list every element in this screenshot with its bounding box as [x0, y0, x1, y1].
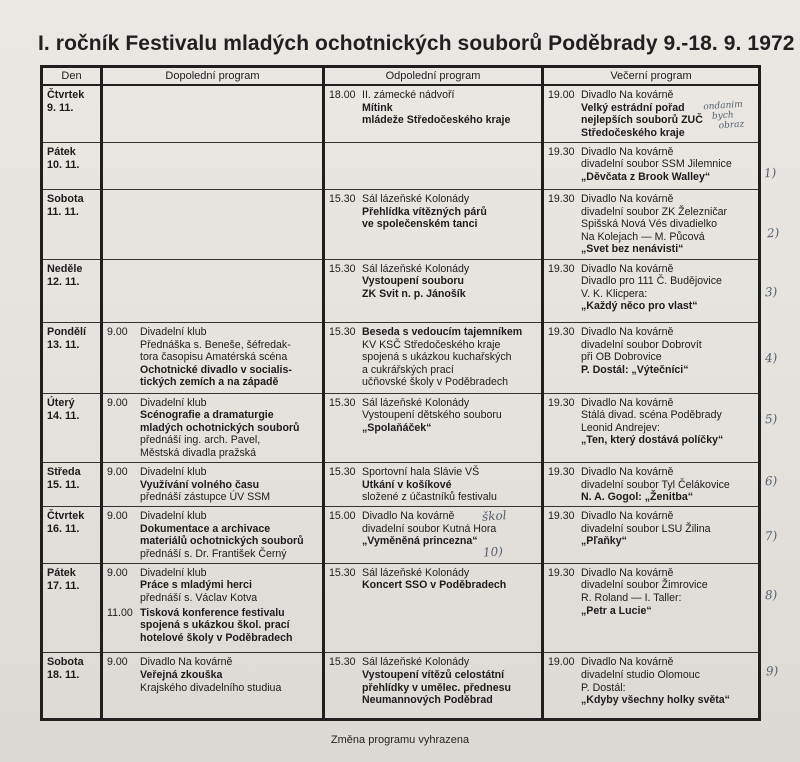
event-line: Sportovní hala Slávie VŠ [362, 465, 480, 478]
event-line: tických zemích a na západě [140, 376, 279, 389]
event-line: a cukrářských prací [362, 363, 454, 376]
day-label: Pondělí [47, 326, 86, 339]
event-line: „Vyměněná princezna“ [362, 535, 478, 548]
event-line: „Ten, který dostává políčky“ [581, 434, 724, 447]
day-label: Neděle [47, 262, 83, 275]
event-time: 15.30 [329, 656, 356, 669]
program-event [107, 326, 318, 389]
day-label: 14. 11. [47, 409, 80, 422]
day-label: 11. 11. [47, 206, 79, 219]
event-line: „Pľaňky“ [581, 535, 627, 548]
afternoon-cell [324, 259, 543, 322]
program-event [329, 263, 537, 301]
event-time: 9.00 [107, 656, 128, 669]
afternoon-cell [324, 462, 543, 506]
event-line: II. zámecké nádvoří [362, 89, 455, 101]
morning-cell [102, 507, 324, 564]
event-line: divadelní soubor Kutná Hora [362, 522, 497, 535]
event-line: „Petr a Lucie“ [581, 604, 652, 617]
event-time: 9.00 [107, 465, 128, 478]
event-line: Scénografie a dramaturgie [140, 409, 274, 422]
event-time: 19.30 [548, 326, 575, 339]
event-time: 19.30 [548, 145, 575, 158]
afternoon-cell [324, 507, 543, 564]
event-line: „Děvčata z Brook Walley“ [581, 170, 711, 183]
day-label: Úterý [47, 396, 75, 409]
event-time: 15.30 [329, 326, 356, 339]
program-event [107, 397, 318, 460]
day-label: 9. 11. [47, 102, 74, 114]
day-label: Sobota [47, 193, 84, 206]
event-line: tora časopisu Amatérská scéna [140, 351, 288, 364]
program-event [548, 146, 754, 184]
event-line: Leonid Andrejev: [581, 421, 660, 434]
table-row [42, 393, 760, 462]
morning-cell [102, 85, 324, 142]
event-line: Divadlo Na kovárně [362, 510, 455, 523]
event-time: 9.00 [107, 566, 128, 579]
handwritten-margin-note: ondanim bych obraz [703, 99, 745, 132]
event-line: složené z účastníků festivalu [362, 491, 497, 504]
table-header-row [42, 67, 760, 86]
evening-cell [543, 393, 760, 462]
event-line: Divadlo Na kovárně [581, 326, 674, 339]
event-time: 15.00 [329, 510, 356, 523]
program-event [329, 193, 537, 231]
day-label: Pátek [47, 566, 76, 579]
handwritten-number: 5) [764, 411, 778, 427]
event-line: Divadelní klub [140, 566, 207, 579]
event-line: Divadelní klub [140, 396, 207, 409]
handwritten-number: 3) [764, 284, 778, 300]
event-line: Práce s mladými herci [140, 579, 252, 592]
event-line: přednáší zástupce ÚV SSM [140, 491, 271, 504]
handwritten-number: 7) [764, 528, 778, 544]
event-line: Sál lázeňské Kolonády [362, 396, 470, 409]
event-line: „Kdyby všechny holky světa“ [581, 694, 730, 707]
morning-cell [102, 393, 324, 462]
event-line: Divadlo Na kovárně [581, 89, 674, 101]
program-event [329, 567, 537, 592]
day-label: Čtvrtek [47, 89, 85, 101]
event-line: při OB Dobrovice [581, 351, 662, 364]
event-line: Na Kolejach — M. Půcová [581, 230, 705, 243]
event-line: divadelní soubor Tyl Čelákovice [581, 478, 730, 491]
day-label: 10. 11. [47, 158, 80, 171]
morning-cell [102, 142, 324, 189]
event-line: Sál lázeňské Kolonády [362, 566, 470, 579]
event-line: Divadlo Na kovárně [581, 193, 674, 206]
header-evening: Večerní program [543, 67, 760, 86]
program-table [40, 65, 761, 721]
table-row [42, 653, 760, 720]
morning-cell [102, 462, 324, 506]
event-time: 15.30 [329, 193, 356, 206]
event-line: Divadlo Na kovárně [581, 262, 674, 275]
event-line: P. Dostál: „Výtečníci“ [581, 363, 689, 376]
event-time: 15.30 [329, 566, 356, 579]
event-time: 19.30 [548, 510, 575, 523]
program-event [329, 656, 537, 706]
day-label: Sobota [47, 656, 84, 669]
table-row [42, 563, 760, 653]
day-cell [42, 323, 102, 394]
event-line: P. Dostál: [581, 681, 626, 694]
event-line: Beseda s vedoucím tajemníkem [362, 326, 523, 339]
event-time: 19.30 [548, 193, 575, 206]
event-line: Neumannových Poděbrad [362, 694, 493, 707]
handwritten-number: 4) [764, 350, 778, 366]
event-line: ve společenském tanci [362, 218, 478, 231]
day-label: Středa [47, 465, 81, 478]
event-line: Dokumentace a archivace [140, 522, 271, 535]
handwritten-thursday-number: 10) [482, 544, 504, 560]
event-line: Divadelní klub [140, 465, 207, 478]
table-row [42, 259, 760, 322]
day-label: 15. 11. [47, 478, 80, 491]
event-line: „Každý něco pro vlast“ [581, 300, 698, 313]
program-event [107, 567, 318, 605]
event-line: materiálů ochotnických souborů [140, 535, 304, 548]
evening-cell [543, 563, 760, 653]
day-label: 17. 11. [47, 579, 80, 592]
event-line: Vystoupení vítězů celostátní [362, 669, 505, 682]
event-line: Spišská Nová Vés divadielko [581, 218, 718, 231]
afternoon-cell [324, 190, 543, 259]
day-label: 16. 11. [47, 523, 80, 536]
event-line: Divadlo Na kovárně [581, 396, 674, 409]
day-label: 13. 11. [47, 339, 80, 352]
program-event [329, 397, 537, 435]
evening-cell [543, 190, 760, 259]
afternoon-cell [324, 323, 543, 394]
event-time: 9.00 [107, 396, 128, 409]
event-line: Divadlo pro 111 Č. Budějovice [581, 275, 722, 288]
event-line: KV KSČ Středočeského kraje [362, 338, 501, 351]
program-event [548, 326, 754, 376]
event-line: „Svet bez nenávisti“ [581, 243, 684, 256]
handwritten-number: 8) [764, 587, 778, 603]
program-event [107, 510, 318, 560]
day-label: 18. 11. [47, 669, 80, 682]
event-line: Divadlo Na kovárně [581, 145, 674, 158]
event-line: N. A. Gogol: „Ženitba“ [581, 491, 694, 504]
event-line: Využívání volného času [140, 478, 260, 491]
event-line: mladých ochotnických souborů [140, 421, 300, 434]
morning-cell [102, 653, 324, 720]
event-line: Divadlo Na kovárně [581, 465, 674, 478]
event-line: přehlídky v umělec. přednesu [362, 681, 511, 694]
program-event [548, 193, 754, 256]
event-line: spojená s ukázkou kuchařských [362, 351, 512, 364]
event-line: hotelové školy v Poděbradech [140, 631, 293, 644]
event-time: 15.30 [329, 465, 356, 478]
event-time: 19.00 [548, 89, 575, 101]
program-event [548, 656, 754, 706]
handwritten-number: 9) [765, 663, 779, 679]
program-event [329, 326, 537, 389]
evening-cell [543, 462, 760, 506]
afternoon-cell [324, 142, 543, 189]
event-time: 19.30 [548, 262, 575, 275]
handwritten-thursday-note: škol [481, 508, 507, 524]
event-line: Divadlo Na kovárně [581, 656, 674, 669]
day-label: 12. 11. [47, 275, 80, 288]
event-line: Koncert SSO v Poděbradech [362, 579, 507, 592]
event-line: Velký estrádní pořad [581, 101, 685, 114]
day-cell [42, 653, 102, 720]
event-time: 9.00 [107, 326, 128, 339]
day-label: Čtvrtek [47, 510, 85, 523]
table-row [42, 142, 760, 189]
event-line: Sál lázeňské Kolonády [362, 193, 470, 206]
event-line: Přehlídka vítězných párů [362, 205, 487, 218]
event-time: 15.30 [329, 396, 356, 409]
program-event [107, 466, 318, 504]
morning-cell [102, 190, 324, 259]
event-line: ZK Svit n. p. Jánošík [362, 287, 466, 300]
event-line: přednáší ing. arch. Pavel, [140, 434, 261, 447]
event-line: mládeže Středočeského kraje [362, 114, 511, 127]
event-line: divadelní soubor ZK Železničar [581, 205, 728, 218]
day-cell [42, 462, 102, 506]
event-line: Vystoupení dětského souboru [362, 409, 502, 422]
page-title: I. ročník Festivalu mladých ochotnických souborů Poděbrady 9.-18. 9. 1972 [38, 32, 795, 55]
event-line: Divadelní klub [140, 326, 207, 339]
event-line: nejlepších souborů ZUČ [581, 114, 703, 127]
event-line: Stálá divad. scéna Poděbrady [581, 409, 722, 422]
event-line: Veřejná zkouška [140, 669, 223, 682]
handwritten-number: 1) [763, 165, 777, 181]
evening-cell [543, 653, 760, 720]
event-line: Tisková konference festivalu [140, 606, 285, 619]
table-row [42, 190, 760, 259]
evening-cell [543, 507, 760, 564]
event-line: Ochotnické divadlo v socialis- [140, 363, 292, 376]
program-event [548, 510, 754, 548]
morning-cell [102, 259, 324, 322]
table-row [42, 507, 760, 564]
event-time: 19.00 [548, 656, 575, 669]
table-row [42, 462, 760, 506]
event-line: učňovské školy v Poděbradech [362, 376, 509, 389]
program-event [548, 567, 754, 617]
afternoon-cell [324, 393, 543, 462]
program-event [548, 263, 754, 313]
event-line: Divadelní klub [140, 510, 207, 523]
event-line: divadelní studio Olomouc [581, 669, 700, 682]
program-event [548, 466, 754, 504]
program-event [548, 397, 754, 447]
footer-note: Změna programu vyhrazena [330, 734, 470, 746]
day-cell [42, 142, 102, 189]
event-line: Divadlo Na kovárně [581, 510, 674, 523]
event-line: Městská divadla pražská [140, 446, 256, 459]
program-event [329, 89, 537, 127]
event-line: přednáší s. Dr. František Černý [140, 547, 287, 560]
event-line: Mítink [362, 101, 393, 114]
handwritten-number: 6) [764, 473, 778, 489]
day-cell [42, 190, 102, 259]
event-line: divadelní soubor Žimrovice [581, 579, 708, 592]
afternoon-cell [324, 85, 543, 142]
table-row [42, 323, 760, 394]
event-line: V. K. Klicpera: [581, 287, 648, 300]
day-label: Pátek [47, 145, 76, 158]
day-cell [42, 563, 102, 653]
event-time: 19.30 [548, 566, 575, 579]
event-time: 19.30 [548, 396, 575, 409]
header-day: Den [42, 67, 102, 86]
event-line: divadelní soubor Dobrovít [581, 338, 702, 351]
event-time: 11.00 [107, 606, 133, 619]
event-line: spojená s ukázkou škol. prací [140, 619, 290, 632]
event-time: 18.00 [329, 89, 356, 101]
day-cell [42, 507, 102, 564]
header-afternoon: Odpolední program [324, 67, 543, 86]
handwritten-number: 2) [766, 225, 780, 241]
table-body [42, 85, 760, 720]
evening-cell [543, 142, 760, 189]
event-line: Vystoupení souboru [362, 275, 465, 288]
afternoon-cell [324, 653, 543, 720]
header-morning: Dopolední program [102, 67, 324, 86]
event-line: divadelní soubor SSM Jilemnice [581, 158, 732, 171]
event-line: Přednáška s. Beneše, šéfredak- [140, 338, 291, 351]
program-event [329, 466, 537, 504]
program-event [107, 656, 318, 694]
event-line: R. Roland — I. Taller: [581, 592, 682, 605]
program-event [107, 607, 318, 645]
day-cell [42, 393, 102, 462]
day-cell [42, 259, 102, 322]
evening-cell [543, 259, 760, 322]
event-line: Sál lázeňské Kolonády [362, 656, 470, 669]
event-line: Krajského divadelního studiua [140, 681, 282, 694]
evening-cell [543, 323, 760, 394]
event-line: „Spolaňáček“ [362, 421, 432, 434]
table-row [42, 85, 760, 142]
day-cell [42, 85, 102, 142]
event-time: 19.30 [548, 465, 575, 478]
afternoon-cell [324, 563, 543, 653]
event-line: Sál lázeňské Kolonády [362, 262, 470, 275]
event-time: 15.30 [329, 262, 356, 275]
morning-cell [102, 323, 324, 394]
morning-cell [102, 563, 324, 653]
event-line: Divadlo Na kovárně [140, 656, 233, 669]
event-line: Středočeského kraje [581, 126, 685, 139]
event-line: Divadlo Na kovárně [581, 566, 674, 579]
event-line: přednáší s. Václav Kotva [140, 592, 258, 605]
event-time: 9.00 [107, 510, 128, 523]
event-line: divadelní soubor LSU Žilina [581, 522, 711, 535]
event-line: Utkání v košíkové [362, 478, 452, 491]
